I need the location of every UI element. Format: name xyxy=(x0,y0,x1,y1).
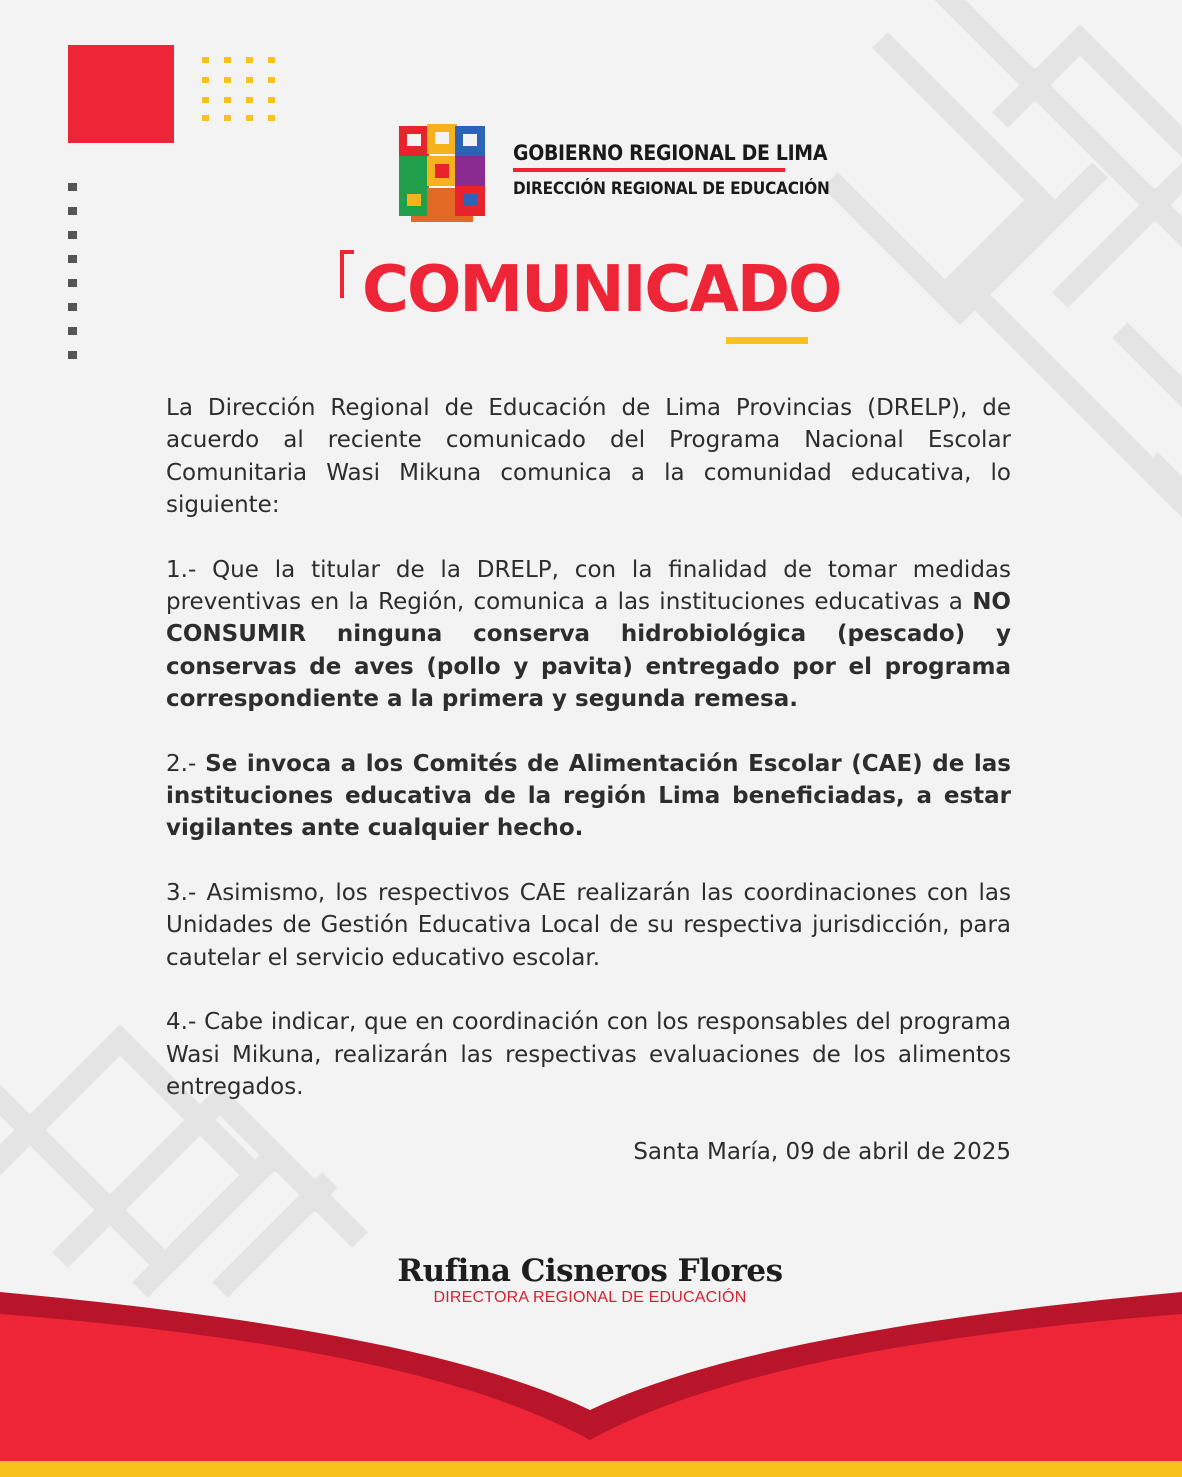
decorative-red-square xyxy=(68,45,174,143)
page-title: COMUNICADO xyxy=(362,253,841,327)
point-2 xyxy=(166,748,1011,845)
communique-body xyxy=(166,392,1011,1103)
title-bracket-icon xyxy=(340,250,354,298)
organization-name xyxy=(513,140,830,202)
point-1 xyxy=(166,554,1011,716)
footer-banner xyxy=(0,1290,1182,1477)
signatory-name: Rufina Cisneros Flores xyxy=(397,1253,783,1289)
org-divider xyxy=(513,168,785,172)
point-1-bold: NO CONSUMIR ninguna conserva hidrobiológica (pescado) y conservas de aves (pollo y pavita) entregado por el programa correspondiente a la primera y segunda remesa. xyxy=(166,589,1011,713)
point-4: 4.- Cabe indicar, que en coordinación con los responsables del programa Wasi Mikuna, realizarán las respectivas evaluaciones de los alimentos entregados. xyxy=(166,1009,1011,1100)
intro-paragraph: La Dirección Regional de Educación de Lima Provincias (DRELP), de acuerdo al reciente comunicado del Programa Nacional Escolar Comunitaria Wasi Mikuna comunica a la comunidad educativa, lo siguiente: xyxy=(166,395,1011,519)
org-name-line-1: GOBIERNO REGIONAL DE LIMA xyxy=(513,141,828,165)
org-name-line-2: DIRECCIÓN REGIONAL DE EDUCACIÓN xyxy=(513,179,830,199)
decorative-dot-grid xyxy=(200,55,280,125)
decorative-dash-column xyxy=(67,183,79,363)
point-2-lead: 2.- xyxy=(166,750,206,777)
date-line: Santa María, 09 de abril de 2025 xyxy=(633,1139,1011,1165)
point-1-lead: 1.- Que la titular de la DRELP, con la finalidad de tomar medidas preventivas en la Región, comunica a las instituciones educativas a xyxy=(166,556,1011,616)
title-underline xyxy=(726,337,808,344)
signatory-role: DIRECTORA REGIONAL DE EDUCACIÓN xyxy=(433,1289,747,1306)
point-3: 3.- Asimismo, los respectivos CAE realizarán las coordinaciones con las Unidades de Gestión Educativa Local de su respectiva jurisdicción, para cautelar el servicio educativo escolar. xyxy=(166,879,1011,971)
point-2-bold: Se invoca a los Comités de Alimentación Escolar (CAE) de las instituciones educativa de la región Lima beneficiadas, a estar vigilantes ante cualquier hecho. xyxy=(166,750,1011,842)
regional-emblem-icon xyxy=(395,120,490,225)
title-block xyxy=(340,248,840,348)
